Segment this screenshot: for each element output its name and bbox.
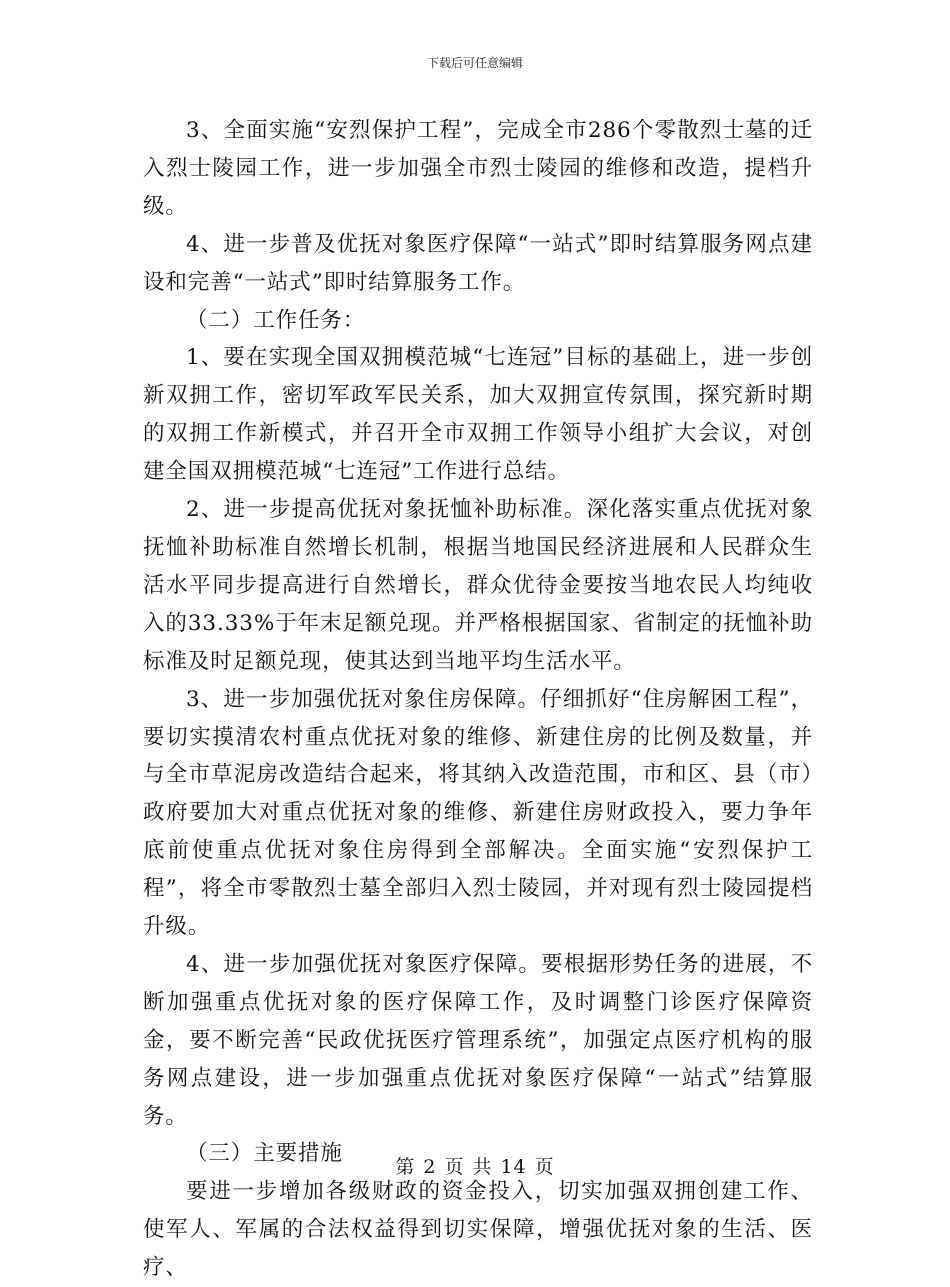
footer-current-page: 2 (423, 1156, 437, 1178)
page-footer (0, 1152, 950, 1179)
paragraph-1: 3、全面实施“安烈保护工程”，完成全市286个零散烈士墓的迁入烈士陵园工作，进一步加强全市烈士陵园的维修和改造，提档升级。 (143, 118, 813, 219)
footer-di: 第 (395, 1156, 416, 1178)
paragraph-4: 2、进一步提高优抚对象抚恤补助标准。深化落实重点优抚对象抚恤补助标准自然增长机制，根据当地国民经济进展和人民群众生活水平同步提高进行自然增长，群众优待金要按当地农民人均纯收入的33.33%于年末足额兑现。并严格根据国家、省制定的抚恤补助标准及时足额兑现，使其达到当地平均生活水平。 (143, 497, 813, 674)
paragraph-3: 1、要在实现全国双拥模范城“七连冠”目标的基础上，进一步创新双拥工作，密切军政军民关系，加大双拥宣传氛围，探究新时期的双拥工作新模式，并召开全市双拥工作领导小组扩大会议，对创建全国双拥模范城“七连冠”工作进行总结。 (143, 345, 813, 485)
footer-ye: 页 (444, 1156, 465, 1178)
footer-gong: 共 (472, 1156, 493, 1178)
section-heading-measures: （三）主要措施 (186, 1141, 343, 1167)
footer-total-pages: 14 (500, 1156, 527, 1178)
paragraph-6: 4、进一步加强优抚对象医疗保障。要根据形势任务的进展，不断加强重点优抚对象的医疗保障工作，及时调整门诊医疗保障资金，要不断完善“民政优抚医疗管理系统”，加强定点医疗机构的服务网点建设，进一步加强重点优抚对象医疗保障“一站式”结算服务。 (143, 951, 813, 1129)
footer-ye-end: 页 (534, 1156, 555, 1178)
paragraph-5: 3、进一步加强优抚对象住房保障。仔细抓好“住房解困工程”，要切实摸清农村重点优抚对象的维修、新建住房的比例及数量，并与全市草泥房改造结合起来，将其纳入改造范围，市和区、县（市）政府要加大对重点优抚对象的维修、新建住房财政投入，要力争年底前使重点优抚对象住房得到全部解决。全面实施“安烈保护工程”，将全市零散烈士墓全部归入烈士陵园，并对现有烈士陵园提档升级。 (143, 686, 813, 940)
header-note: 下载后可任意编辑 (426, 56, 523, 70)
paragraph-7: 要进一步增加各级财政的资金投入，切实加强双拥创建工作、使军人、军属的合法权益得到切实保障，增强优抚对象的生活、医疗、 (143, 1179, 813, 1281)
body-text (143, 112, 813, 1287)
section-heading-tasks: （二）工作任务： (186, 307, 366, 333)
paragraph-2: 4、进一步普及优抚对象医疗保障“一站式”即时结算服务网点建设和完善“一站式”即时结算服务工作。 (143, 231, 813, 295)
